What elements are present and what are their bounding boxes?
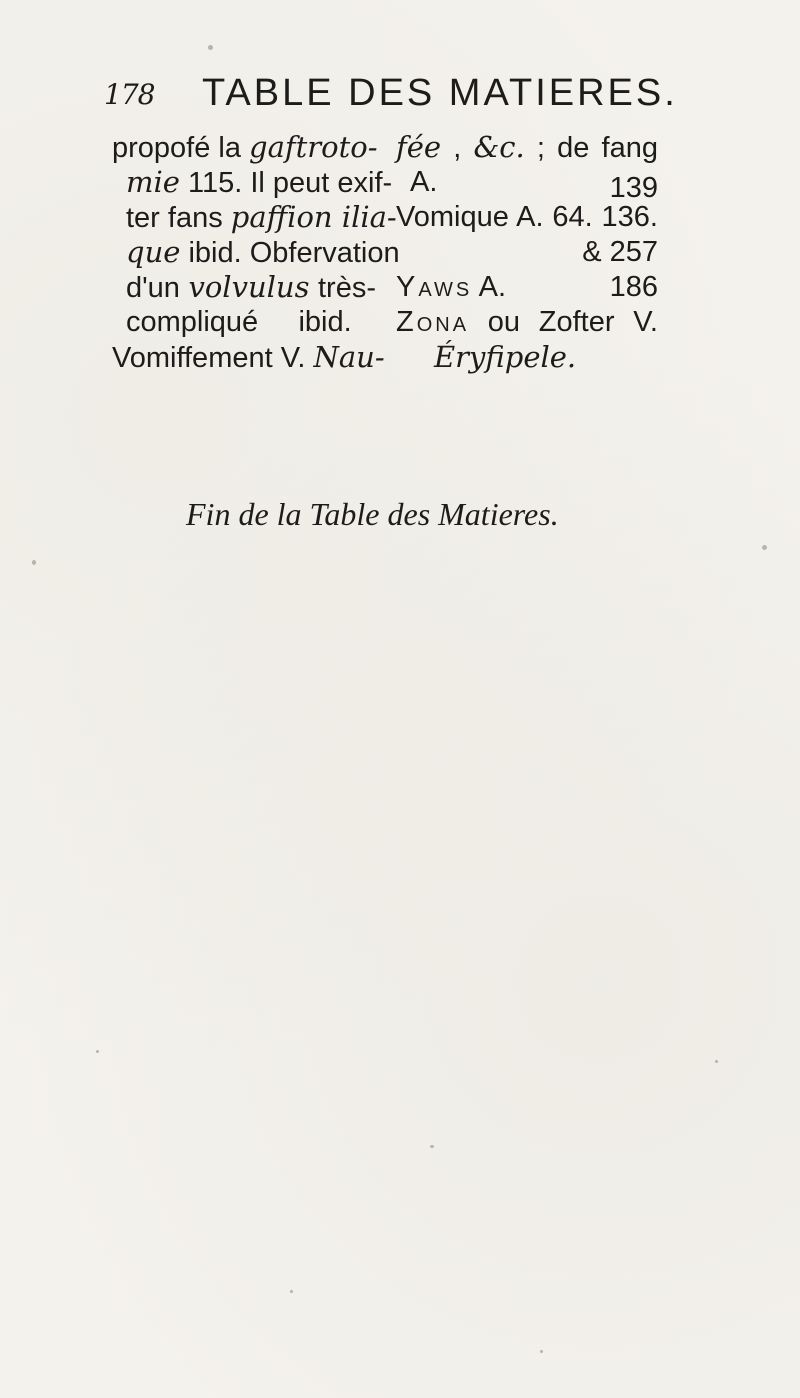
text-run: ,: [441, 132, 474, 164]
paper-speck: [430, 1145, 434, 1148]
page-ref: 139: [609, 172, 658, 204]
index-line: [112, 235, 400, 270]
text-run-italic: fée: [396, 130, 442, 164]
text-run: d'un: [126, 272, 189, 304]
text-run-italic: Nau-: [313, 340, 385, 374]
index-line: [112, 270, 376, 305]
text-run-italic: que: [126, 235, 181, 269]
end-of-table-line: Fin de la Table des Matieres.: [186, 496, 559, 532]
text-run-italic: &c.: [473, 130, 525, 164]
text-run-smallcaps: Zona: [396, 306, 470, 338]
page-number: 178: [104, 78, 155, 111]
paper-speck: [96, 1050, 99, 1053]
text-run: propofé la: [112, 132, 250, 164]
paper-speck: [540, 1350, 543, 1353]
index-column-left: [112, 130, 400, 375]
text-run-italic: volvulus: [188, 270, 310, 304]
index-entry-yaws: [396, 270, 658, 305]
text-run: ibid. Obfervation: [180, 237, 400, 269]
text-run: très-: [309, 272, 376, 304]
index-line: Éryfipele.: [434, 340, 577, 374]
index-line: compliqué ibid.: [126, 306, 352, 338]
page-header: [104, 72, 704, 124]
paper-speck: [762, 545, 767, 550]
index-entry-vomissement: [112, 340, 385, 375]
text-run: A.: [472, 271, 507, 303]
paper-speck: [715, 1060, 718, 1063]
index-line: [112, 200, 397, 235]
index-line: & 257: [582, 236, 658, 268]
index-column-right: [396, 130, 658, 375]
page-ref: 186: [609, 271, 658, 303]
paper-speck: [208, 45, 213, 50]
index-entry-vomique: Vomique A. 64. 136.: [396, 201, 658, 233]
text-run: 115. Il peut exif-: [179, 167, 393, 199]
index-line: [112, 165, 393, 200]
paper-speck: [290, 1290, 293, 1293]
running-title: TABLE DES MATIERES.: [202, 72, 678, 114]
text-run-smallcaps: Yaws: [396, 271, 473, 303]
index-line: [396, 130, 658, 165]
index-line: [112, 130, 376, 165]
text-run: ; de fang: [524, 132, 658, 164]
text-run-italic: gaftroto-: [249, 130, 378, 164]
text-run: ter fans: [126, 202, 231, 234]
text-run-italic: paffion ilia-: [230, 200, 397, 234]
index-entry-zona: [396, 305, 658, 340]
text-run-italic: mie: [126, 165, 180, 199]
text-run: Vomiffement V.: [112, 342, 314, 374]
paper-speck: [32, 560, 36, 565]
text-run: ou Zofter V.: [469, 306, 658, 338]
index-line: [396, 165, 658, 204]
text-run: A.: [410, 166, 438, 198]
